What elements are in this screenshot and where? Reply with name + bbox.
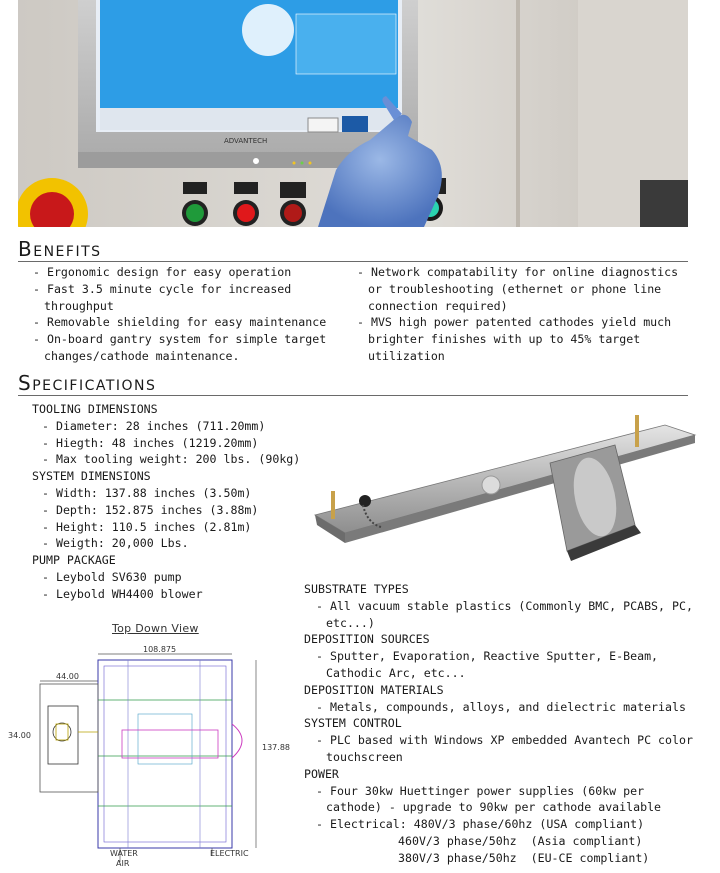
benefits-title: Benefits bbox=[18, 237, 102, 261]
benefit-item: - MVS high power patented cathodes yield much brighter finishes with up to 45% target utilization bbox=[352, 314, 688, 364]
spec-item: - Electrical: 480V/3 phase/60hz (USA compliant) bbox=[304, 816, 704, 833]
control-panel-photo bbox=[18, 0, 688, 227]
benefits-left-list bbox=[28, 264, 348, 365]
label-water: WATER bbox=[110, 849, 138, 858]
spec-group-title: SYSTEM CONTROL bbox=[304, 716, 402, 731]
spec-group-title: PUMP PACKAGE bbox=[32, 553, 116, 568]
top-down-drawing bbox=[0, 636, 305, 873]
spec-item: - Width: 137.88 inches (3.50m) bbox=[32, 485, 332, 502]
dim-left-width: 44.00 bbox=[56, 672, 79, 681]
spec-item: - Diameter: 28 inches (711.20mm) bbox=[32, 418, 332, 435]
benefits-right-list bbox=[352, 264, 688, 365]
specs-right bbox=[304, 581, 704, 867]
spec-group-title: DEPOSITION MATERIALS bbox=[304, 682, 444, 697]
benefit-item: - Fast 3.5 minute cycle for increased throughput bbox=[28, 281, 348, 315]
spec-item-continuation: 380V/3 phase/50hz (EU-CE compliant) bbox=[398, 850, 650, 865]
spec-group-title: DEPOSITION SOURCES bbox=[304, 632, 430, 647]
spec-item: - Leybold WH4400 blower bbox=[32, 586, 332, 603]
spec-group-title: SUBSTRATE TYPES bbox=[304, 582, 409, 596]
label-electric: ELECTRIC bbox=[210, 849, 249, 858]
spec-item: - Height: 110.5 inches (2.81m) bbox=[32, 519, 332, 536]
spec-item: - Sputter, Evaporation, Reactive Sputter, E-Beam, Cathodic Arc, etc... bbox=[304, 648, 704, 682]
spec-group-title: POWER bbox=[304, 766, 339, 781]
benefits-heading bbox=[18, 236, 688, 262]
dim-left-height: 34.00 bbox=[8, 731, 31, 740]
spec-item: - Hiegth: 48 inches (1219.20mm) bbox=[32, 435, 332, 452]
benefit-item: - Ergonomic design for easy operation bbox=[28, 264, 348, 281]
drawing-title: Top Down View bbox=[112, 622, 199, 635]
spec-item: - Max tooling weight: 200 lbs. (90kg) bbox=[32, 451, 332, 468]
benefit-item: - Removable shielding for easy maintenance bbox=[28, 314, 348, 331]
spec-item: - All vacuum stable plastics (Commonly BMC, PCABS, PC, etc...) bbox=[304, 598, 704, 632]
benefit-item: - On-board gantry system for simple target changes/cathode maintenance. bbox=[28, 331, 348, 365]
spec-item: - Depth: 152.875 inches (3.88m) bbox=[32, 502, 332, 519]
spec-group-title: TOOLING DIMENSIONS bbox=[32, 402, 158, 416]
specifications-title: Specifications bbox=[18, 371, 157, 395]
spec-item-continuation: 460V/3 phase/50hz (Asia compliant) bbox=[398, 833, 643, 848]
spec-item: - Weigth: 20,000 Lbs. bbox=[32, 535, 332, 552]
monitor-brand: ADVANTECH bbox=[224, 137, 268, 145]
spec-item: - Leybold SV630 pump bbox=[32, 569, 332, 586]
spec-item: - PLC based with Windows XP embedded Avantech PC color touchscreen bbox=[304, 732, 704, 766]
label-air: AIR bbox=[116, 859, 130, 868]
spec-group-title: SYSTEM DIMENSIONS bbox=[32, 469, 151, 484]
dim-height: 137.88 bbox=[262, 743, 290, 752]
specs-left bbox=[32, 401, 332, 603]
tooling-fixture-image bbox=[305, 405, 705, 565]
benefit-item: - Network compatability for online diagnostics or troubleshooting (ethernet or phone line connection required) bbox=[352, 264, 688, 314]
spec-item: - Four 30kw Huettinger power supplies (60kw per cathode) - upgrade to 90kw per cathode available bbox=[304, 783, 704, 817]
dim-width: 108.875 bbox=[143, 645, 177, 654]
spec-item: - Metals, compounds, alloys, and dielectric materials bbox=[304, 699, 704, 716]
specifications-heading bbox=[18, 370, 688, 396]
